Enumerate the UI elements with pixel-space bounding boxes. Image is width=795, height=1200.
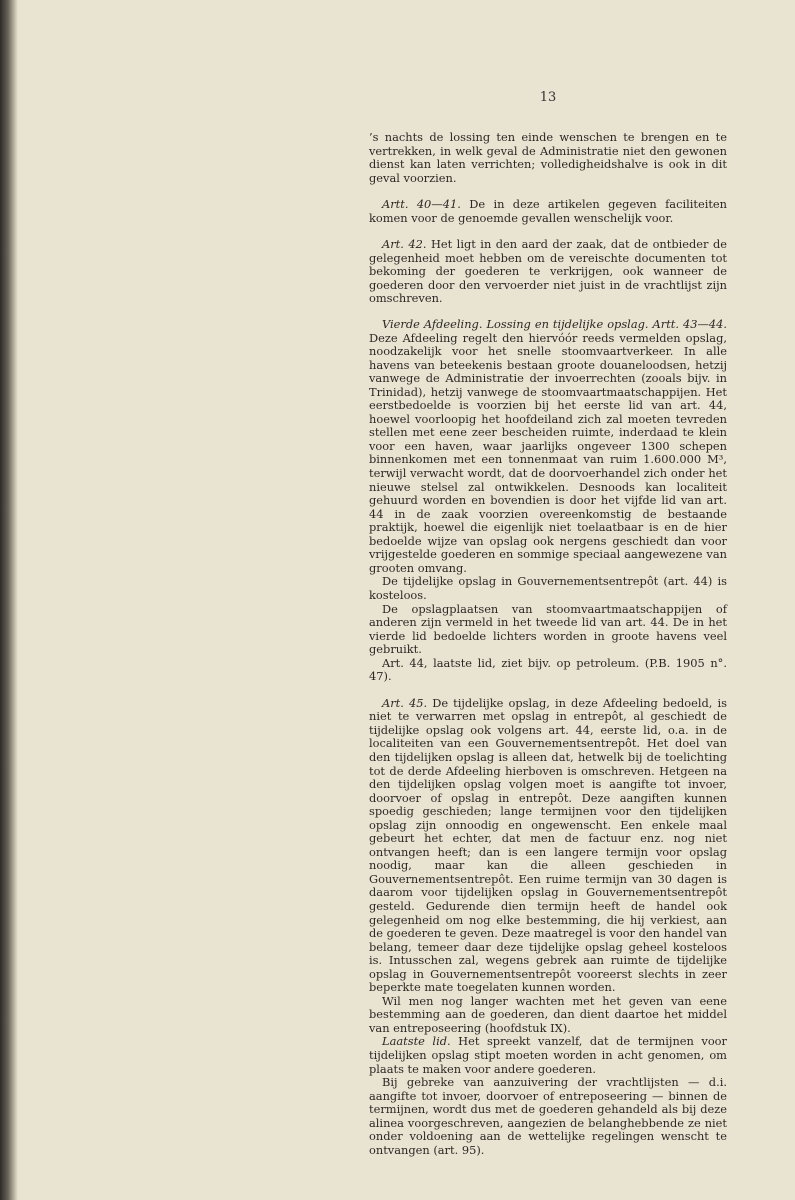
paragraph <box>369 575 727 602</box>
paragraph <box>369 697 727 995</box>
paragraph <box>369 1076 727 1157</box>
paragraph-text: Bij gebreke van aanzuivering der vrachtlijsten — d.i. aangifte tot invoer, doorvoer of entreposeering — binnen de termijnen, wordt dus met de goederen gehandeld als bij deze alinea voorgeschreven, aangezien de belanghebbende ze niet onder voldoening aan de wettelijke regelingen wenscht te ontvangen (art. 95). <box>369 1075 727 1157</box>
paragraph <box>369 1035 727 1076</box>
paragraph <box>369 198 727 225</box>
paragraph-text: Het ligt in den aard der zaak, dat de ontbieder de gelegenheid moet hebben om de vereischte documenten tot bekoming der goederen te verkrijgen, ook wanneer de goederen door den vervoerder niet juist in de vrachtlijst zijn omschreven. <box>369 237 727 306</box>
paragraph <box>369 318 727 575</box>
article-reference: Laatste lid. <box>382 1034 451 1049</box>
text-column <box>369 131 727 1157</box>
paragraph <box>369 131 727 185</box>
paragraph <box>369 657 727 684</box>
paragraph-text: Het spreekt vanzelf, dat de termijnen voor tijdelijken opslag stipt moeten worden in acht genomen, om plaats te maken voor andere goederen. <box>369 1034 727 1076</box>
paragraph <box>369 238 727 306</box>
paragraph-text: De tijdelijke opslag, in deze Afdeeling bedoeld, is niet te verwarren met opslag in entrepôt, al geschiedt de tijdelijke opslag ook volgens art. 44, eerste lid, o.a. in de localiteiten van een Gouvernementsentrepôt. Het doel van den tijdelijken opslag is alleen dat, hetwelk bij de toelichting tot de derde Afdeeling hierboven is omschreven. Hetgeen na den tijdelijken opslag volgen moet is aangifte tot invoer, doorvoer of opslag in entrepôt. Deze aangiften kunnen spoedig geschieden; lange termijnen voor den tijdelijken opslag zijn onnoodig en ongewenscht. Een enkele maal gebeurt het echter, dat men de factuur enz. nog niet ontvangen heeft; dan is een langere termijn voor opslag noodig, maar kan die alleen geschieden in Gouvernementsentrepôt. Een ruime termijn van 30 dagen is daarom voor tijdelijken opslag in Gouvernementsentrepôt gesteld. Gedurende dien termijn heeft de handel ook gelegenheid om nog elke bestemming, die hij verkiest, aan de goederen te geven. Deze maatregel is voor den handel van belang, temeer daar deze tijdelijke opslag geheel kosteloos is. Intusschen zal, wegens gebrek aan ruimte de tijdelijke opslag in Gouvernementsentrepôt vooreerst slechts in zeer beperkte mate toegelaten kunnen worden. <box>369 695 728 995</box>
paragraph <box>369 603 727 657</box>
paragraph-text: De opslagplaatsen van stoomvaartmaatschappijen of anderen zijn vermeld in het tweede lid van art. 44. De in het vierde lid bedoelde lichters worden in groote havens veel gebruikt. <box>369 601 727 657</box>
section-heading: Vierde Afdeeling. Lossing en tijdelijke opslag. Artt. 43—44. <box>382 317 727 332</box>
article-reference: Art. 42. <box>382 237 427 252</box>
article-reference: Artt. 40—41. <box>382 197 461 212</box>
paragraph-text: De in deze artikelen gegeven faciliteiten komen voor de genoemde gevallen wenschelijk voor. <box>369 197 727 225</box>
page-number: 13 <box>539 90 557 105</box>
paragraph <box>369 995 727 1036</box>
book-binding-edge <box>0 0 18 1200</box>
paragraph-text: ’s nachts de lossing ten einde wenschen te brengen en te vertrekken, in welk geval de Administratie niet den gewonen dienst kan laten verrichten; volledigheidshalve is ook in dit geval voorzien. <box>369 130 727 185</box>
paragraph-text: Art. 44, laatste lid, ziet bijv. op petroleum. (P.B. 1905 n°. 47). <box>369 655 727 684</box>
paragraph-text: De tijdelijke opslag in Gouvernementsentrepôt (art. 44) is kosteloos. <box>369 574 727 602</box>
paragraph-text: Wil men nog langer wachten met het geven van eene bestemming aan de goederen, dan dient daartoe het middel van entreposeering (hoofdstuk IX). <box>369 993 727 1035</box>
article-reference: Art. 45. <box>382 695 428 710</box>
paragraph-text: Deze Afdeeling regelt den hiervóór reeds vermelden opslag, noodzakelijk voor het snelle stoomvaartverkeer. In alle havens van beteekenis bestaan groote douaneloodsen, hetzij vanwege de Administratie der invoerrechten (zooals bijv. in Trinidad), hetzij vanwege de stoomvaartmaatschappijen. Het eerstbedoelde is voorzien bij het eerste lid van art. 44, hoewel voorloopig het hoofdeiland zich zal moeten tevreden stellen met eene zeer bescheiden ruimte, inderdaad te klein voor een haven, waar jaarlijks ongeveer 1300 schepen binnenkomen met een tonnenmaat van ruim 1.600.000 M³, terwijl verwacht wordt, dat de doorvoerhandel zich onder het nieuwe stelsel zal ontwikkelen. Desnoods kan localiteit gehuurd worden en bovendien is door het vijfde lid van art. 44 in de zaak voorzien overeenkomstig de bestaande praktijk, hoewel die eigenlijk niet toelaatbaar is en de hier bedoelde wijze van opslag ook nergens geschiedt dan voor vrijgestelde goederen en sommige speciaal aangewezene van grooten omvang. <box>369 330 727 575</box>
